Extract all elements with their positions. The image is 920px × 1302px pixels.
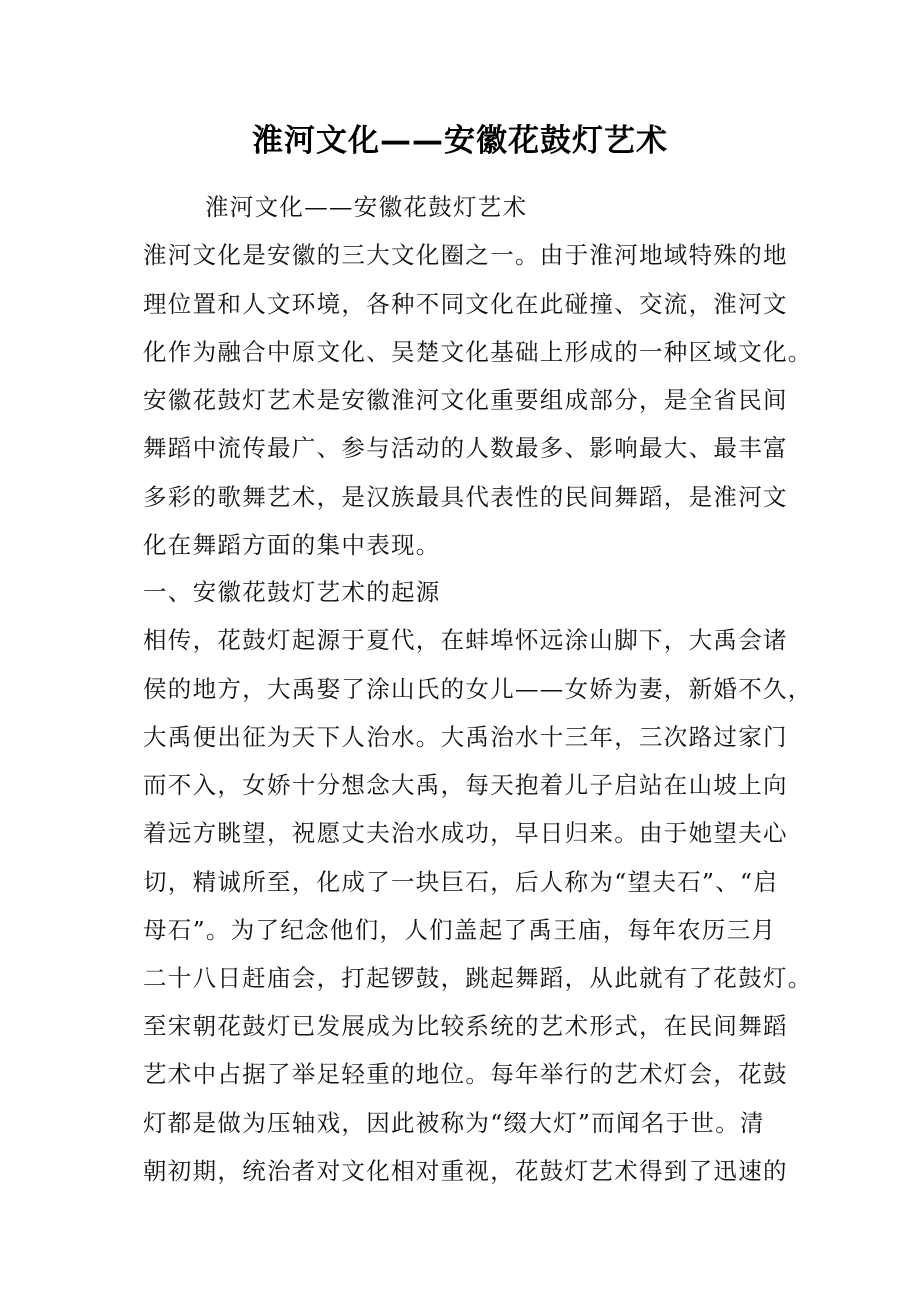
document-subtitle: 淮河文化——安徽花鼓灯艺术 <box>205 193 528 221</box>
text-line: 舞蹈中流传最广、参与活动的人数最多、影响最大、最丰富 <box>143 434 788 462</box>
text-line: 淮河文化是安徽的三大文化圈之一。由于淮河地域特殊的地 <box>143 241 788 269</box>
text-line: 大禹便出征为天下人治水。大禹治水十三年，三次路过家门 <box>143 723 788 751</box>
text-line: 至宋朝花鼓灯已发展成为比较系统的艺术形式，在民间舞蹈 <box>143 1012 788 1040</box>
text-line: 相传，花鼓灯起源于夏代，在蚌埠怀远涂山脚下，大禹会诸 <box>143 626 788 654</box>
text-line: 化在舞蹈方面的集中表现。 <box>143 531 441 559</box>
section-heading: 一、安徽花鼓灯艺术的起源 <box>143 578 441 606</box>
text-line: 切，精诚所至，化成了一块巨石，后人称为“望夫石”、“启 <box>143 868 779 896</box>
document-title: 淮河文化——安徽花鼓灯艺术 <box>252 123 668 159</box>
text-line: 着远方眺望，祝愿丈夫治水成功，早日归来。由于她望夫心 <box>143 819 788 847</box>
text-line: 侯的地方，大禹娶了涂山氏的女儿——女娇为妻，新婚不久， <box>143 675 813 703</box>
text-line: 灯都是做为压轴戏，因此被称为“缀大灯”而闻名于世。清 <box>143 1109 765 1137</box>
text-line: 理位置和人文环境，各种不同文化在此碰撞、交流，淮河文 <box>143 290 788 318</box>
text-line: 二十八日赶庙会，打起锣鼓，跳起舞蹈，从此就有了花鼓灯。 <box>143 964 813 992</box>
text-line: 母石”。为了纪念他们，人们盖起了禹王庙，每年农历三月 <box>143 916 777 944</box>
text-line: 多彩的歌舞艺术，是汉族最具代表性的民间舞蹈，是淮河文 <box>143 483 788 511</box>
text-line: 化作为融合中原文化、吴楚文化基础上形成的一种区域文化。 <box>143 338 813 366</box>
text-line: 而不入，女娇十分想念大禹，每天抱着儿子启站在山坡上向 <box>143 771 788 799</box>
text-line: 艺术中占据了举足轻重的地位。每年举行的艺术灯会，花鼓 <box>143 1060 788 1088</box>
text-line: 朝初期，统治者对文化相对重视，花鼓灯艺术得到了迅速的 <box>143 1157 788 1185</box>
text-line: 安徽花鼓灯艺术是安徽淮河文化重要组成部分，是全省民间 <box>143 386 788 414</box>
